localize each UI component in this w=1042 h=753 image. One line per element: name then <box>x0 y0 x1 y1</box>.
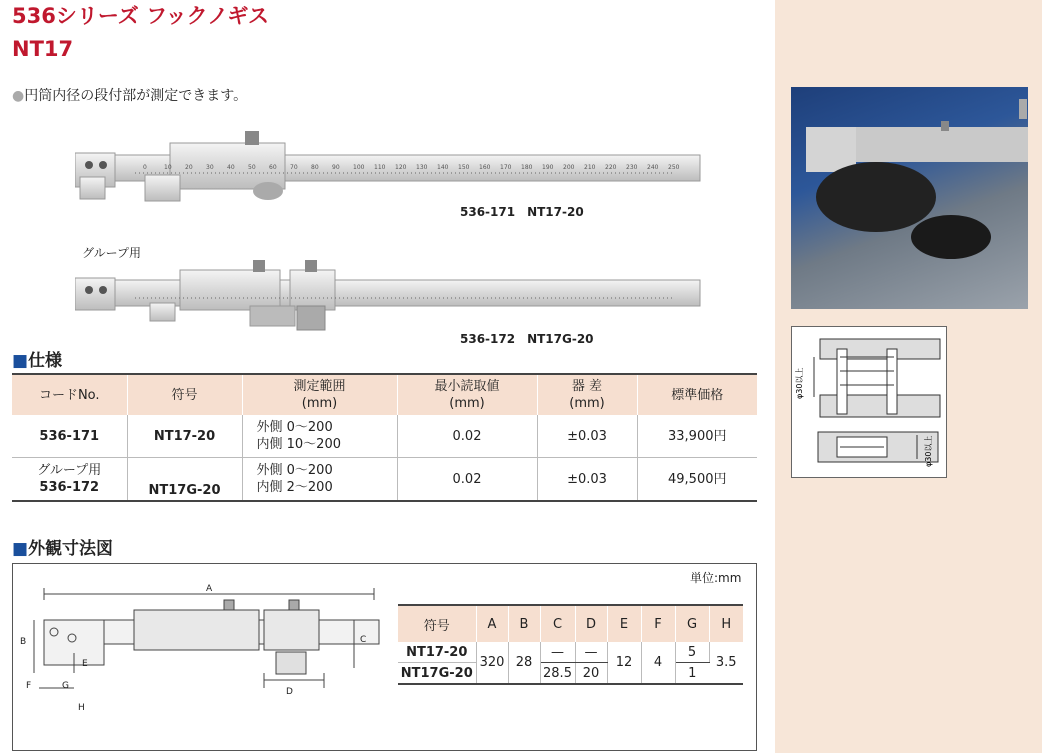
col-range: 測定範囲 (mm) <box>242 374 397 415</box>
col-symbol: 符号 <box>127 374 242 415</box>
scale-number: 0 <box>143 164 147 171</box>
dim-f-value: 4 <box>641 642 675 684</box>
dim-row-label: NT17G-20 <box>398 663 476 685</box>
scale-number: 210 <box>584 164 596 171</box>
spec-heading-text: 仕様 <box>28 351 63 371</box>
dim-col-symbol: 符号 <box>398 605 476 642</box>
usage-photo <box>791 87 1028 309</box>
dim-d-value: — <box>575 642 607 663</box>
dimension-table <box>398 604 743 685</box>
error-cell: ±0.03 <box>537 458 637 502</box>
range-inner: 内側 10～200 <box>256 437 341 452</box>
spec-heading <box>12 346 62 371</box>
col-min-read: 最小読取値 (mm) <box>397 374 537 415</box>
scale-number: 100 <box>353 164 365 171</box>
code-cell <box>12 458 127 502</box>
dim-g-value: 5 <box>675 642 709 663</box>
diagram-label-top: φ30以上 <box>795 367 804 399</box>
scale-number: 190 <box>542 164 554 171</box>
dimension-drawing <box>14 578 394 718</box>
code-cell: 536-171 <box>12 415 127 458</box>
table-row <box>398 642 743 663</box>
caption-536-171: 536-171 NT17-20 <box>460 205 584 219</box>
col-error: 器 差 (mm) <box>537 374 637 415</box>
dim-col-c: C <box>540 605 575 642</box>
dim-col-f: F <box>641 605 675 642</box>
range-cell <box>242 415 397 458</box>
dim-col-d: D <box>575 605 607 642</box>
code-value: 536-172 <box>39 480 100 495</box>
dim-letter-d: D <box>286 687 293 697</box>
scale-number: 10 <box>164 164 172 171</box>
page-title: 536シリーズ フックノギス <box>12 4 269 28</box>
scale-number: 80 <box>311 164 319 171</box>
dim-e-value: 12 <box>607 642 641 684</box>
caliper-image-536-172 <box>75 258 705 338</box>
usage-diagram-drawing <box>792 327 946 477</box>
scale-number: 150 <box>458 164 470 171</box>
scale-number: 110 <box>374 164 386 171</box>
diagram-label-bottom: φ30以上 <box>924 435 933 467</box>
square-icon: ■ <box>12 351 29 371</box>
table-row <box>12 415 757 458</box>
dim-b-value: 28 <box>508 642 540 684</box>
scale-number: 20 <box>185 164 193 171</box>
code-prefix: グループ用 <box>37 463 102 478</box>
range-outer: 外側 0～200 <box>256 463 333 478</box>
symbol-cell: NT17G-20 <box>127 458 242 502</box>
dim-col-e: E <box>607 605 641 642</box>
error-cell: ±0.03 <box>537 415 637 458</box>
caliper-image-536-171 <box>75 125 705 215</box>
dim-c-value: — <box>540 642 575 663</box>
dim-col-a: A <box>476 605 508 642</box>
price-cell: 49,500円 <box>637 458 757 502</box>
scale-number: 240 <box>647 164 659 171</box>
dim-col-b: B <box>508 605 540 642</box>
dim-letter-g: G <box>62 681 69 691</box>
scale-number: 120 <box>395 164 407 171</box>
range-inner: 内側 2～200 <box>256 480 333 495</box>
dim-letter-h: H <box>78 703 85 713</box>
scale-number: 40 <box>227 164 235 171</box>
scale-number: 250 <box>668 164 680 171</box>
dim-col-g: G <box>675 605 709 642</box>
dims-heading <box>12 534 113 559</box>
scale-number: 180 <box>521 164 533 171</box>
scale-number: 200 <box>563 164 575 171</box>
spec-table <box>12 373 757 502</box>
scale-number: 90 <box>332 164 340 171</box>
scale-number: 160 <box>479 164 491 171</box>
scale-number: 230 <box>626 164 638 171</box>
min-cell: 0.02 <box>397 458 537 502</box>
dim-row-label: NT17-20 <box>398 642 476 663</box>
scale-number: 30 <box>206 164 214 171</box>
dim-c-value: 28.5 <box>540 663 575 685</box>
dim-letter-f: F <box>26 681 32 691</box>
dim-g-value: 1 <box>675 663 709 685</box>
scale-number: 140 <box>437 164 449 171</box>
square-icon: ■ <box>12 539 29 559</box>
lead-text <box>12 85 247 105</box>
range-outer: 外側 0～200 <box>256 420 333 435</box>
symbol-cell: NT17-20 <box>127 415 242 458</box>
price-cell: 33,900円 <box>637 415 757 458</box>
dim-letter-e: E <box>82 659 88 669</box>
scale-number: 220 <box>605 164 617 171</box>
bullet-icon: ● <box>12 88 25 104</box>
dim-letter-c: C <box>360 635 367 645</box>
dim-d-value: 20 <box>575 663 607 685</box>
scale-number: 170 <box>500 164 512 171</box>
scale-number: 60 <box>269 164 277 171</box>
table-row <box>12 458 757 502</box>
dim-a-value: 320 <box>476 642 508 684</box>
dim-letter-b: B <box>20 637 27 647</box>
dim-col-h: H <box>709 605 743 642</box>
caption-536-172: 536-172 NT17G-20 <box>460 332 594 346</box>
group-label: グループ用 <box>82 246 142 260</box>
dims-heading-text: 外観寸法図 <box>28 539 114 559</box>
scale-number: 70 <box>290 164 298 171</box>
dim-h-value: 3.5 <box>709 642 743 684</box>
col-price: 標準価格 <box>637 374 757 415</box>
dim-letter-a: A <box>206 584 213 594</box>
range-cell <box>242 458 397 502</box>
min-cell: 0.02 <box>397 415 537 458</box>
table-row <box>398 663 743 685</box>
lead-text-body: 円筒内径の段付部が測定できます。 <box>24 88 248 104</box>
scale-number: 50 <box>248 164 256 171</box>
unit-label: 単位:mm <box>690 571 742 585</box>
model-title: NT17 <box>12 37 74 61</box>
scale-number: 130 <box>416 164 428 171</box>
col-code: コードNo. <box>12 374 127 415</box>
